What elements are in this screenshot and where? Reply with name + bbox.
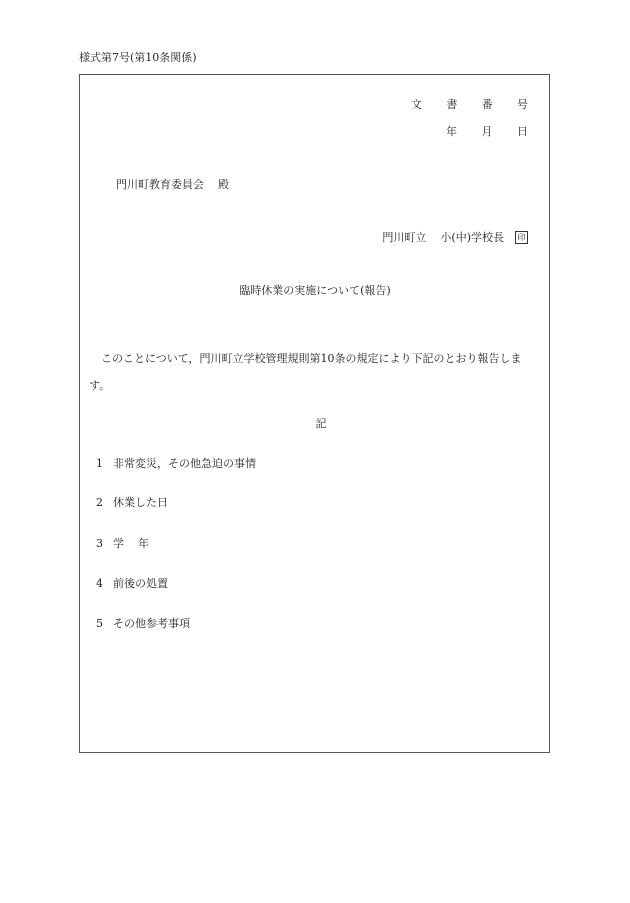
ki-heading: 記 bbox=[315, 417, 327, 430]
date-row bbox=[446, 123, 528, 139]
list-item bbox=[96, 615, 190, 631]
item-text: 年 bbox=[138, 537, 149, 550]
body-paragraph: このことについて，門川町立学校管理規則第10条の規定により下記のとおり報告します。 bbox=[89, 352, 522, 392]
list-item bbox=[96, 455, 256, 471]
date-year-label: 年 bbox=[446, 125, 457, 138]
sender bbox=[382, 229, 528, 245]
addressee-name: 門川町教育委員会 bbox=[116, 178, 204, 191]
item-text: 前後の処置 bbox=[113, 577, 168, 590]
date-day-label: 日 bbox=[517, 125, 528, 138]
date-month-label: 月 bbox=[481, 125, 493, 138]
doc-number-char: 文 bbox=[411, 98, 422, 111]
item-text: 非常変災，その他急迫の事情 bbox=[113, 457, 256, 470]
item-text: 休業した日 bbox=[113, 496, 168, 509]
item-number: 5 bbox=[96, 617, 103, 630]
sender-role: 小(中)学校長 bbox=[440, 231, 504, 244]
seal-mark: 印 bbox=[515, 231, 528, 244]
doc-number-char: 書 bbox=[446, 98, 458, 111]
addressee bbox=[116, 176, 229, 192]
item-number: 1 bbox=[96, 457, 103, 470]
item-text: 学 bbox=[113, 537, 124, 550]
item-number: 2 bbox=[96, 496, 103, 509]
item-number: 4 bbox=[96, 577, 103, 590]
sender-org: 門川町立 bbox=[382, 231, 427, 244]
document-number-row bbox=[411, 96, 528, 112]
doc-number-char: 号 bbox=[516, 98, 528, 111]
doc-number-char: 番 bbox=[481, 98, 493, 111]
item-text: その他参考事項 bbox=[113, 617, 190, 630]
form-number-label: 様式第7号(第10条関係) bbox=[79, 51, 197, 64]
list-item bbox=[96, 575, 168, 591]
list-item bbox=[96, 494, 168, 510]
list-item bbox=[96, 535, 149, 551]
document-title: 臨時休業の実施について(報告) bbox=[239, 284, 391, 297]
item-number: 3 bbox=[96, 537, 103, 550]
addressee-honorific: 殿 bbox=[218, 178, 229, 191]
